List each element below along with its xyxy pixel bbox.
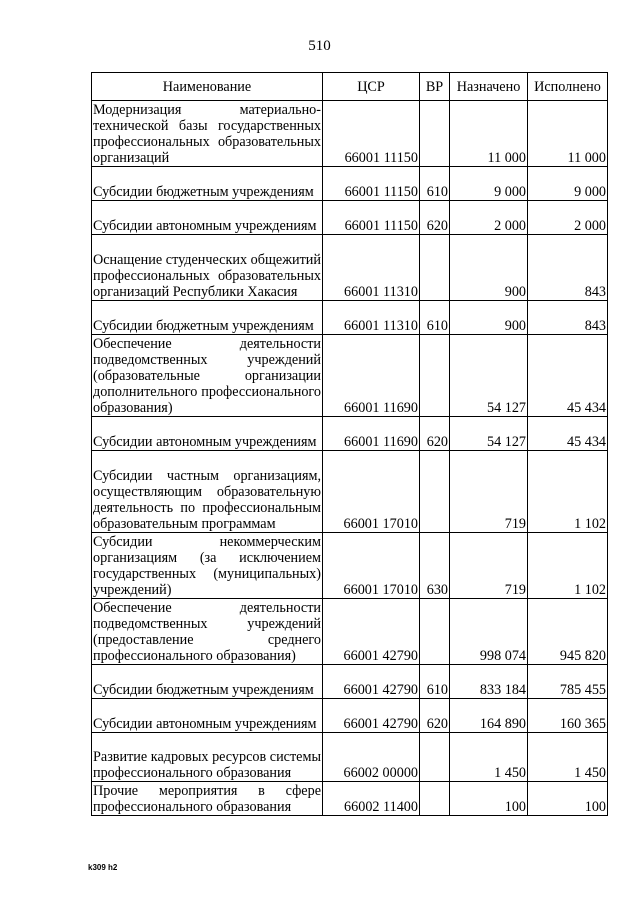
row-name-cell: Субсидии бюджетным учреждениям	[92, 167, 323, 201]
row-vr-cell: 610	[420, 167, 450, 201]
table-row	[92, 301, 608, 335]
row-name-cell: Субсидии автономным учреждениям	[92, 201, 323, 235]
row-executed-cell: 945 820	[528, 599, 608, 665]
table-row	[92, 167, 608, 201]
row-name-cell: Прочие мероприятия в сфере профессионального образования	[93, 783, 321, 815]
row-executed-cell: 1 450	[528, 733, 608, 782]
row-name-cell: Субсидии бюджетным учреждениям	[92, 665, 323, 699]
row-vr-cell	[420, 335, 450, 417]
row-executed-cell: 785 455	[528, 665, 608, 699]
row-csr-cell: 66001 11310	[323, 235, 420, 301]
row-vr-cell	[420, 733, 450, 782]
row-csr-cell: 66001 42790	[323, 599, 420, 665]
row-vr-cell	[420, 782, 450, 816]
row-assigned-cell: 2 000	[450, 201, 528, 235]
row-vr-cell: 620	[420, 201, 450, 235]
row-name-cell: Субсидии автономным учреждениям	[92, 417, 323, 451]
row-name-cell: Субсидии автономным учреждениям	[92, 699, 323, 733]
row-assigned-cell: 54 127	[450, 417, 528, 451]
row-name-cell: Обеспечение деятельности подведомственных учреждений (предоставление среднего профессионального образования)	[93, 600, 321, 664]
row-executed-cell: 1 102	[528, 451, 608, 533]
row-assigned-cell: 719	[450, 533, 528, 599]
table-row	[92, 235, 608, 301]
table-row	[92, 417, 608, 451]
row-name-cell: Субсидии некоммерческим организациям (за исключением государственных (муниципальных) учреждений)	[93, 534, 321, 598]
row-executed-cell: 843	[528, 235, 608, 301]
table-body	[92, 101, 608, 816]
row-executed-cell: 45 434	[528, 335, 608, 417]
row-name-cell: Оснащение студенческих общежитий профессиональных образовательных организаций Республики Хакасия	[92, 235, 323, 301]
header-name: Наименование	[92, 73, 323, 101]
row-name-cell: Субсидии бюджетным учреждениям	[92, 301, 323, 335]
row-csr-cell: 66001 42790	[323, 699, 420, 733]
row-vr-cell	[420, 451, 450, 533]
row-csr-cell: 66002 00000	[323, 733, 420, 782]
row-assigned-cell: 1 450	[450, 733, 528, 782]
row-vr-cell: 620	[420, 417, 450, 451]
row-executed-cell: 11 000	[528, 101, 608, 167]
row-assigned-cell: 719	[450, 451, 528, 533]
table-row	[92, 101, 608, 167]
row-assigned-cell: 164 890	[450, 699, 528, 733]
row-executed-cell: 45 434	[528, 417, 608, 451]
row-assigned-cell: 9 000	[450, 167, 528, 201]
row-csr-cell: 66001 42790	[323, 665, 420, 699]
row-name-cell: Обеспечение деятельности подведомственных учреждений (образовательные организации дополнительного профессионального образования)	[93, 336, 321, 416]
row-vr-cell: 630	[420, 533, 450, 599]
footer-code: k309 h2	[88, 863, 118, 872]
header-vr: ВР	[420, 73, 450, 101]
row-assigned-cell: 998 074	[450, 599, 528, 665]
budget-table	[91, 72, 608, 816]
table-row	[92, 665, 608, 699]
row-vr-cell	[420, 101, 450, 167]
row-vr-cell: 610	[420, 665, 450, 699]
row-executed-cell: 843	[528, 301, 608, 335]
header-executed: Исполнено	[528, 73, 608, 101]
row-vr-cell: 620	[420, 699, 450, 733]
row-executed-cell: 100	[528, 782, 608, 816]
table-header-row	[92, 73, 608, 101]
page-number: 510	[308, 38, 331, 54]
row-executed-cell: 2 000	[528, 201, 608, 235]
row-assigned-cell: 900	[450, 301, 528, 335]
table-row	[92, 451, 608, 533]
table-row	[92, 699, 608, 733]
row-assigned-cell: 54 127	[450, 335, 528, 417]
table-row	[92, 533, 608, 599]
row-csr-cell: 66001 17010	[323, 533, 420, 599]
row-csr-cell: 66001 11150	[323, 201, 420, 235]
row-csr-cell: 66001 11310	[323, 301, 420, 335]
header-assigned: Назначено	[450, 73, 528, 101]
row-assigned-cell: 11 000	[450, 101, 528, 167]
table-row	[92, 782, 608, 816]
header-csr: ЦСР	[323, 73, 420, 101]
row-executed-cell: 9 000	[528, 167, 608, 201]
row-csr-cell: 66001 11150	[323, 101, 420, 167]
row-csr-cell: 66001 17010	[323, 451, 420, 533]
row-vr-cell: 610	[420, 301, 450, 335]
row-assigned-cell: 100	[450, 782, 528, 816]
row-executed-cell: 160 365	[528, 699, 608, 733]
table-row	[92, 599, 608, 665]
row-csr-cell: 66001 11690	[323, 335, 420, 417]
table-row	[92, 201, 608, 235]
table-row	[92, 733, 608, 782]
row-csr-cell: 66001 11690	[323, 417, 420, 451]
row-assigned-cell: 900	[450, 235, 528, 301]
row-name-cell: Субсидии частным организациям, осуществляющим образовательную деятельность по профессиональным образовательным программам	[92, 451, 323, 533]
table-row	[92, 335, 608, 417]
row-csr-cell: 66002 11400	[323, 782, 420, 816]
row-name-cell: Развитие кадровых ресурсов системы профессионального образования	[92, 733, 323, 782]
row-vr-cell	[420, 599, 450, 665]
row-executed-cell: 1 102	[528, 533, 608, 599]
row-name-cell: Модернизация материально-технической базы государственных профессиональных образовательных организаций	[93, 102, 321, 166]
row-csr-cell: 66001 11150	[323, 167, 420, 201]
row-vr-cell	[420, 235, 450, 301]
row-assigned-cell: 833 184	[450, 665, 528, 699]
